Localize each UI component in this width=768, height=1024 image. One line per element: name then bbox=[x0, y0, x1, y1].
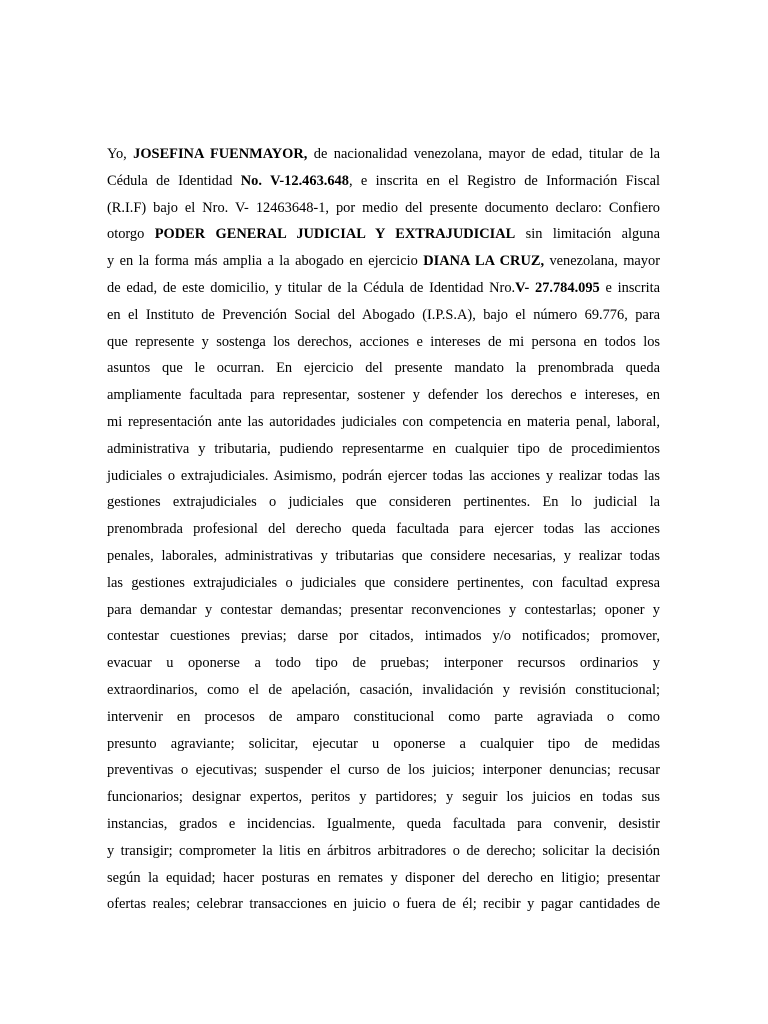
paragraph-line bbox=[107, 489, 660, 516]
line-text: preventivas o ejecutivas; suspender el curso de los juicios; interponer denuncias; recusar bbox=[107, 762, 660, 779]
paragraph-line bbox=[107, 141, 660, 168]
line-text: intervenir en procesos de amparo constitucional como parte agraviada o como bbox=[107, 708, 660, 725]
line-text: las gestiones extrajudiciales o judiciales que considere pertinentes, con facultad expresa bbox=[107, 574, 660, 591]
paragraph-line bbox=[107, 677, 660, 704]
line-text: que represente y sostenga los derechos, acciones e intereses de mi persona en todos los bbox=[107, 333, 660, 350]
line-text: ampliamente facultada para representar, sostener y defender los derechos e intereses, en bbox=[107, 387, 660, 404]
line-text: Yo, bbox=[107, 146, 134, 162]
line-text: en el Instituto de Prevención Social del Abogado (I.P.S.A), bajo el número 69.776, para bbox=[107, 306, 660, 323]
bold-text: No. V-12.463.648 bbox=[240, 172, 349, 189]
line-text: de edad, de este domicilio, y titular de la Cédula de Identidad Nro. bbox=[107, 279, 516, 296]
line-text: sin limitación alguna bbox=[515, 226, 660, 243]
line-text: funcionarios; designar expertos, peritos y partidores; y seguir los juicios en todas sus bbox=[107, 789, 660, 806]
line-text: e inscrita bbox=[599, 279, 660, 296]
line-text: instancias, grados e incidencias. Igualmente, queda facultada para convenir, desistir bbox=[107, 815, 660, 832]
paragraph-line bbox=[107, 704, 660, 731]
line-text: Cédula de Identidad bbox=[107, 172, 241, 189]
paragraph-line bbox=[107, 382, 660, 409]
paragraph-line bbox=[107, 248, 660, 275]
line-text: otorgo bbox=[107, 226, 155, 243]
line-text: , e inscrita en el Registro de Información Fiscal bbox=[348, 172, 661, 189]
document-body bbox=[107, 141, 660, 918]
paragraph-line bbox=[107, 623, 660, 650]
paragraph-line bbox=[107, 811, 660, 838]
line-text: presunto agraviante; solicitar, ejecutar u oponerse a cualquier tipo de medidas bbox=[107, 735, 660, 752]
paragraph-line bbox=[107, 436, 660, 463]
line-text: prenombrada profesional del derecho queda facultada para ejercer todas las acciones bbox=[107, 521, 660, 538]
paragraph-line bbox=[107, 543, 660, 570]
paragraph-line bbox=[107, 838, 660, 865]
paragraph-line bbox=[107, 329, 660, 356]
paragraph-line bbox=[107, 302, 660, 329]
paragraph-line bbox=[107, 516, 660, 543]
line-text: (R.I.F) bajo el Nro. V- 12463648-1, por medio del presente documento declaro: Confiero bbox=[107, 199, 660, 216]
line-text: para demandar y contestar demandas; presentar reconvenciones y contestarlas; oponer y bbox=[107, 601, 660, 618]
paragraph-line bbox=[107, 463, 660, 490]
paragraph-line bbox=[107, 650, 660, 677]
line-text: de nacionalidad venezolana, mayor de edad, titular de la bbox=[307, 146, 661, 162]
line-text: según la equidad; hacer posturas en remates y disponer del derecho en litigio; presentar bbox=[107, 869, 660, 886]
line-text: ofertas reales; celebrar transacciones en juicio o fuera de él; recibir y pagar cantidades de bbox=[107, 896, 660, 913]
bold-text: PODER GENERAL JUDICIAL Y EXTRAJUDICIAL bbox=[154, 226, 516, 243]
paragraph-line bbox=[107, 784, 660, 811]
paragraph-line bbox=[107, 221, 660, 248]
line-text: evacuar u oponerse a todo tipo de pruebas; interponer recursos ordinarios y bbox=[107, 655, 660, 672]
line-text: gestiones extrajudiciales o judiciales que consideren pertinentes. En lo judicial la bbox=[107, 494, 660, 511]
bold-text: DIANA LA CRUZ, bbox=[423, 253, 545, 270]
paragraph-line bbox=[107, 195, 660, 222]
line-text: contestar cuestiones previas; darse por citados, intimados y/o notificados; promover, bbox=[107, 628, 660, 645]
line-text: administrativa y tributaria, pudiendo representarme en cualquier tipo de procedimientos bbox=[107, 440, 660, 457]
line-text: asuntos que le ocurran. En ejercicio del presente mandato la prenombrada queda bbox=[107, 360, 660, 377]
paragraph-line bbox=[107, 891, 660, 918]
line-text: penales, laborales, administrativas y tributarias que considere necesarias, y realizar todas bbox=[107, 547, 660, 564]
line-text: mi representación ante las autoridades judiciales con competencia en materia penal, laboral, bbox=[107, 413, 660, 430]
bold-text: JOSEFINA FUENMAYOR, bbox=[133, 146, 308, 162]
paragraph-line bbox=[107, 757, 660, 784]
paragraph-line bbox=[107, 865, 660, 892]
paragraph-line bbox=[107, 409, 660, 436]
paragraph-line bbox=[107, 597, 660, 624]
paragraph-line bbox=[107, 355, 660, 382]
bold-text: V- 27.784.095 bbox=[515, 279, 600, 296]
line-text: venezolana, mayor bbox=[544, 253, 660, 270]
paragraph-line bbox=[107, 275, 660, 302]
line-text: extraordinarios, como el de apelación, casación, invalidación y revisión constitucional; bbox=[107, 681, 660, 698]
paragraph-line bbox=[107, 731, 660, 758]
paragraph-line bbox=[107, 168, 660, 195]
line-text: judiciales o extrajudiciales. Asimismo, podrán ejercer todas las acciones y realizar todas las bbox=[107, 467, 660, 484]
line-text: y transigir; comprometer la litis en árbitros arbitradores o de derecho; solicitar la decisión bbox=[107, 842, 660, 859]
paragraph-line bbox=[107, 570, 660, 597]
line-text: y en la forma más amplia a la abogado en ejercicio bbox=[107, 253, 424, 270]
